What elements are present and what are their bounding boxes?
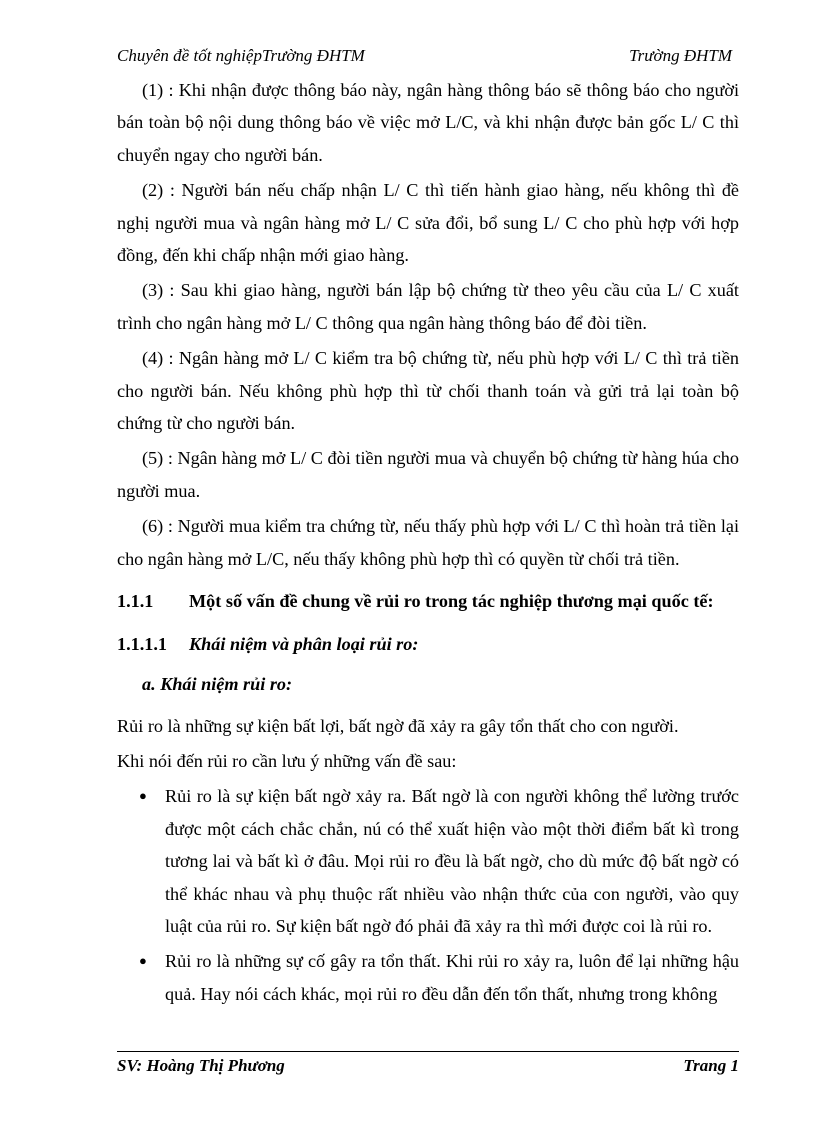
subsubsection-heading: a. Khái niệm rủi ro: xyxy=(142,673,293,694)
section-heading xyxy=(117,585,739,617)
subsection-heading xyxy=(117,628,739,660)
bullet-item xyxy=(117,945,739,1010)
bullet-text: Rủi ro là những sự cố gây ra tổn thất. Khi rủi ro xảy ra, luôn để lại những hậu quả. Hay nói cách khác, mọi rủi ro đều dẫn đến tổn thất, nhưng trong không xyxy=(165,951,739,1004)
step-1-paragraph: (1) : Khi nhận được thông báo này, ngân hàng thông báo sẽ thông báo cho người bán toàn bộ nội dung thông báo về việc mở L/C, và khi nhận được bản gốc L/ C thì chuyển ngay cho người bán. xyxy=(117,80,739,165)
header-left-text: Chuyên đề tốt nghiệpTrường ĐHTM xyxy=(117,46,365,65)
section-title: Một số vấn đề chung về rủi ro trong tác nghiệp thương mại quốc tế: xyxy=(189,591,714,612)
footer-page-number: Trang 1 xyxy=(683,1056,739,1075)
footer-divider xyxy=(117,1051,739,1052)
step-2-paragraph: (2) : Người bán nếu chấp nhận L/ C thì tiến hành giao hàng, nếu không thì đề nghị người mua và ngân hàng mở L/ C sửa đổi, bổ sung L/ C cho phù hợp với hợp đồng, đến khi chấp nhận mới giao hàng. xyxy=(117,180,739,266)
note-intro-paragraph: Khi nói đến rủi ro cần lưu ý những vấn đề sau: xyxy=(117,750,457,771)
definition-paragraph: Rủi ro là những sự kiện bất lợi, bất ngờ đã xảy ra gây tổn thất cho con người. xyxy=(117,715,679,736)
subsection-title: Khái niệm và phân loại rủi ro: xyxy=(189,633,419,654)
bullet-icon: ● xyxy=(139,953,147,969)
page-body xyxy=(117,74,739,1013)
page-header xyxy=(117,46,732,72)
page-footer xyxy=(117,1056,739,1078)
header-right-text: Trường ĐHTM xyxy=(629,46,732,65)
footer-author: SV: Hoàng Thị Phương xyxy=(117,1056,285,1075)
section-number: 1.1.1 xyxy=(117,591,154,612)
subsection-number: 1.1.1.1 xyxy=(117,633,168,654)
step-6-paragraph: (6) : Người mua kiểm tra chứng từ, nếu thấy phù hợp với L/ C thì hoàn trả tiền lại cho ngân hàng mở L/C, nếu thấy không phù hợp thì có quyền từ chối trả tiền. xyxy=(117,516,739,569)
bullet-text: Rủi ro là sự kiện bất ngờ xảy ra. Bất ngờ là con người không thể lường trước được một cách chắc chắn, nú có thể xuất hiện vào một thời điểm bất kì trong tương lai và bất kì ở đâu. Mọi rủi ro đều là bất ngờ, cho dù mức độ bất ngờ có thể khác nhau và phụ thuộc rất nhiều vào nhận thức của con người, vào quy luật của rủi ro. Sự kiện bất ngờ đó phải đã xảy ra thì mới được coi là rủi ro. xyxy=(165,786,739,936)
bullet-icon: ● xyxy=(139,788,147,804)
step-3-paragraph: (3) : Sau khi giao hàng, người bán lập bộ chứng từ theo yêu cầu của L/ C xuất trình cho ngân hàng mở L/ C thông qua ngân hàng thông báo để đòi tiền. xyxy=(117,280,739,333)
step-5-paragraph: (5) : Ngân hàng mở L/ C đòi tiền người mua và chuyển bộ chứng từ hàng húa cho người mua. xyxy=(117,448,739,501)
step-4-paragraph: (4) : Ngân hàng mở L/ C kiểm tra bộ chứng từ, nếu phù hợp với L/ C thì trả tiền cho người bán. Nếu không phù hợp thì từ chối thanh toán và gửi trả lại toàn bộ chứng từ cho người bán. xyxy=(117,348,739,434)
bullet-item xyxy=(117,780,739,942)
